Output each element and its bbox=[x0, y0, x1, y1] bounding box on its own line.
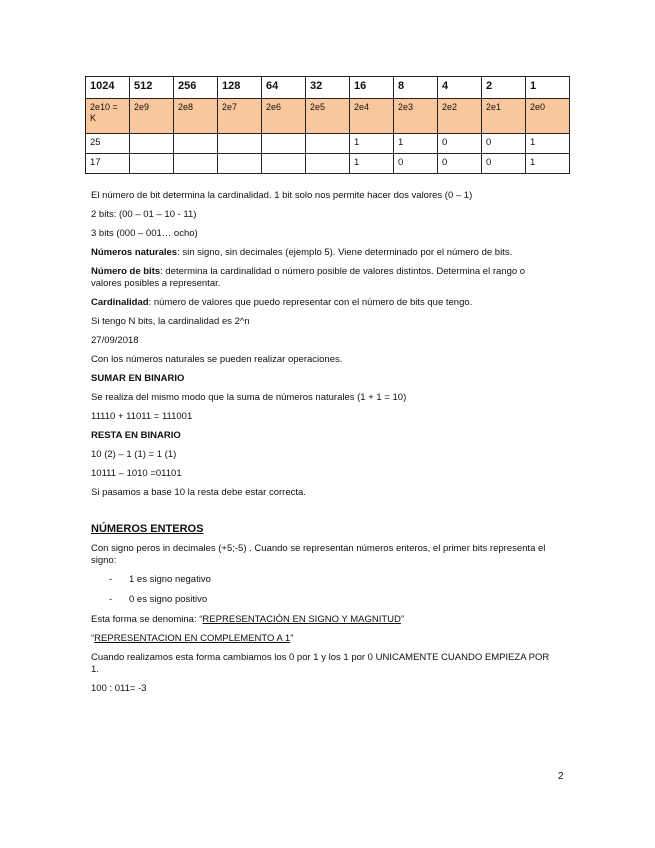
table-cell: 1 bbox=[526, 154, 570, 174]
paragraph-2-bits: 2 bits: (00 – 01 – 10 - 11) bbox=[91, 209, 197, 220]
forma-prefix: Esta forma se denomina: “ bbox=[91, 614, 203, 625]
paragraph-cardinality-intro: El número de bit determina la cardinalidad. 1 bit solo nos permite hacer dos valores (0 – 1) bbox=[91, 190, 473, 201]
table-cell: 25 bbox=[86, 134, 130, 154]
table-cell: 256 bbox=[174, 77, 218, 99]
dash-bullet: - bbox=[109, 594, 113, 605]
table-cell bbox=[218, 154, 262, 174]
table-cell: 2e8 bbox=[174, 99, 218, 134]
table-row bbox=[86, 134, 570, 154]
table-cell: 8 bbox=[394, 77, 438, 99]
table-cell bbox=[174, 134, 218, 154]
table-cell: 1 bbox=[350, 154, 394, 174]
paragraph-n-bits: Si tengo N bits, la cardinalidad es 2^n bbox=[91, 316, 250, 327]
heading-numeros-enteros: NÚMEROS ENTEROS bbox=[91, 523, 204, 535]
paragraph-numeros-naturales bbox=[91, 247, 551, 259]
table-cell: 2e3 bbox=[394, 99, 438, 134]
table-cell: 17 bbox=[86, 154, 130, 174]
paragraph-numero-de-bits bbox=[91, 266, 551, 290]
bit-table-body bbox=[86, 77, 570, 174]
heading-sumar-en-binario: SUMAR EN BINARIO bbox=[91, 373, 185, 384]
table-cell bbox=[262, 154, 306, 174]
table-cell bbox=[262, 134, 306, 154]
table-cell: 2e2 bbox=[438, 99, 482, 134]
paragraph-3-bits: 3 bits (000 – 001… ocho) bbox=[91, 228, 198, 239]
table-cell: 512 bbox=[130, 77, 174, 99]
table-cell bbox=[130, 134, 174, 154]
table-cell: 32 bbox=[306, 77, 350, 99]
paragraph-sumar-explanation: Se realiza del mismo modo que la suma de números naturales (1 + 1 = 10) bbox=[91, 392, 407, 403]
definition-numero-de-bits: : determina la cardinalidad o número posible de valores distintos. Determina el rango o valores posibles a representar. bbox=[91, 266, 526, 289]
table-cell: 2e9 bbox=[130, 99, 174, 134]
table-cell: 2e0 bbox=[526, 99, 570, 134]
bullet-text: 0 es signo positivo bbox=[129, 594, 208, 605]
bit-value-table bbox=[85, 76, 570, 174]
paragraph-enteros-intro: Con signo peros in decimales (+5;-5) . Cuando se representan números enteros, el primer bits representa el signo: bbox=[91, 543, 546, 566]
term-numero-de-bits: Número de bits bbox=[91, 266, 161, 277]
resta-example-2: 10111 – 1010 =01101 bbox=[91, 468, 182, 479]
table-cell bbox=[306, 134, 350, 154]
table-cell: 1 bbox=[394, 134, 438, 154]
table-cell: 4 bbox=[438, 77, 482, 99]
paragraph-operaciones: Con los números naturales se pueden realizar operaciones. bbox=[91, 354, 343, 365]
paragraph-resta-check: Si pasamos a base 10 la resta debe estar correcta. bbox=[91, 487, 306, 498]
table-cell: 1 bbox=[350, 134, 394, 154]
sumar-example: 11110 + 11011 = 111001 bbox=[91, 411, 193, 422]
quote-open: “ bbox=[91, 633, 95, 644]
page-number: 2 bbox=[558, 771, 564, 782]
list-item bbox=[109, 574, 551, 586]
dash-bullet: - bbox=[109, 574, 113, 585]
table-cell: 0 bbox=[482, 134, 526, 154]
table-cell: 0 bbox=[482, 154, 526, 174]
table-cell: 1024 bbox=[86, 77, 130, 99]
quote-close: ” bbox=[290, 633, 294, 644]
term-cardinalidad: Cardinalidad bbox=[91, 297, 149, 308]
table-cell: 2 bbox=[482, 77, 526, 99]
date-line: 27/09/2018 bbox=[91, 335, 139, 346]
table-row bbox=[86, 154, 570, 174]
definition-cardinalidad: : número de valores que puedo representar con el número de bits que tengo. bbox=[148, 297, 473, 308]
table-cell: 128 bbox=[218, 77, 262, 99]
table-cell: 0 bbox=[438, 154, 482, 174]
table-cell: 0 bbox=[438, 134, 482, 154]
table-cell: 16 bbox=[350, 77, 394, 99]
bullet-text: 1 es signo negativo bbox=[129, 574, 211, 585]
term-numeros-naturales: Números naturales bbox=[91, 247, 178, 258]
table-header-row bbox=[86, 77, 570, 99]
paragraph-complemento-explanation: Cuando realizamos esta forma cambiamos los 0 por 1 y los 1 por 0 UNICAMENTE CUANDO EMPIEZA POR 1. bbox=[91, 652, 550, 675]
table-cell bbox=[306, 154, 350, 174]
table-cell bbox=[218, 134, 262, 154]
term-signo-y-magnitud: REPRESENTACIÓN EN SIGNO Y MAGNITUD bbox=[202, 614, 401, 625]
table-cell: 0 bbox=[394, 154, 438, 174]
table-cell bbox=[130, 154, 174, 174]
list-item bbox=[109, 594, 551, 606]
heading-complemento-a-1 bbox=[91, 633, 551, 645]
complemento-example: 100 : 011= -3 bbox=[91, 683, 147, 694]
forma-suffix: ” bbox=[400, 614, 405, 625]
term-complemento-a-1: REPRESENTACION EN COMPLEMENTO A 1 bbox=[94, 633, 291, 644]
table-cell: 2e10 = K bbox=[86, 99, 130, 134]
table-exponent-row bbox=[86, 99, 570, 134]
resta-example-1: 10 (2) – 1 (1) = 1 (1) bbox=[91, 449, 177, 460]
table-cell: 2e1 bbox=[482, 99, 526, 134]
table-cell: 1 bbox=[526, 77, 570, 99]
table-cell: 1 bbox=[526, 134, 570, 154]
table-cell: 2e4 bbox=[350, 99, 394, 134]
definition-numeros-naturales: : sin signo, sin decimales (ejemplo 5). Viene determinado por el número de bits. bbox=[177, 247, 513, 258]
table-cell: 2e6 bbox=[262, 99, 306, 134]
table-cell: 64 bbox=[262, 77, 306, 99]
document-body bbox=[91, 190, 551, 702]
sign-bullet-list bbox=[91, 574, 551, 606]
table-cell: 2e7 bbox=[218, 99, 262, 134]
paragraph-cardinalidad bbox=[91, 297, 551, 309]
table-cell: 2e5 bbox=[306, 99, 350, 134]
table-cell bbox=[174, 154, 218, 174]
paragraph-forma-denominacion bbox=[91, 614, 551, 626]
heading-resta-en-binario: RESTA EN BINARIO bbox=[91, 430, 181, 441]
